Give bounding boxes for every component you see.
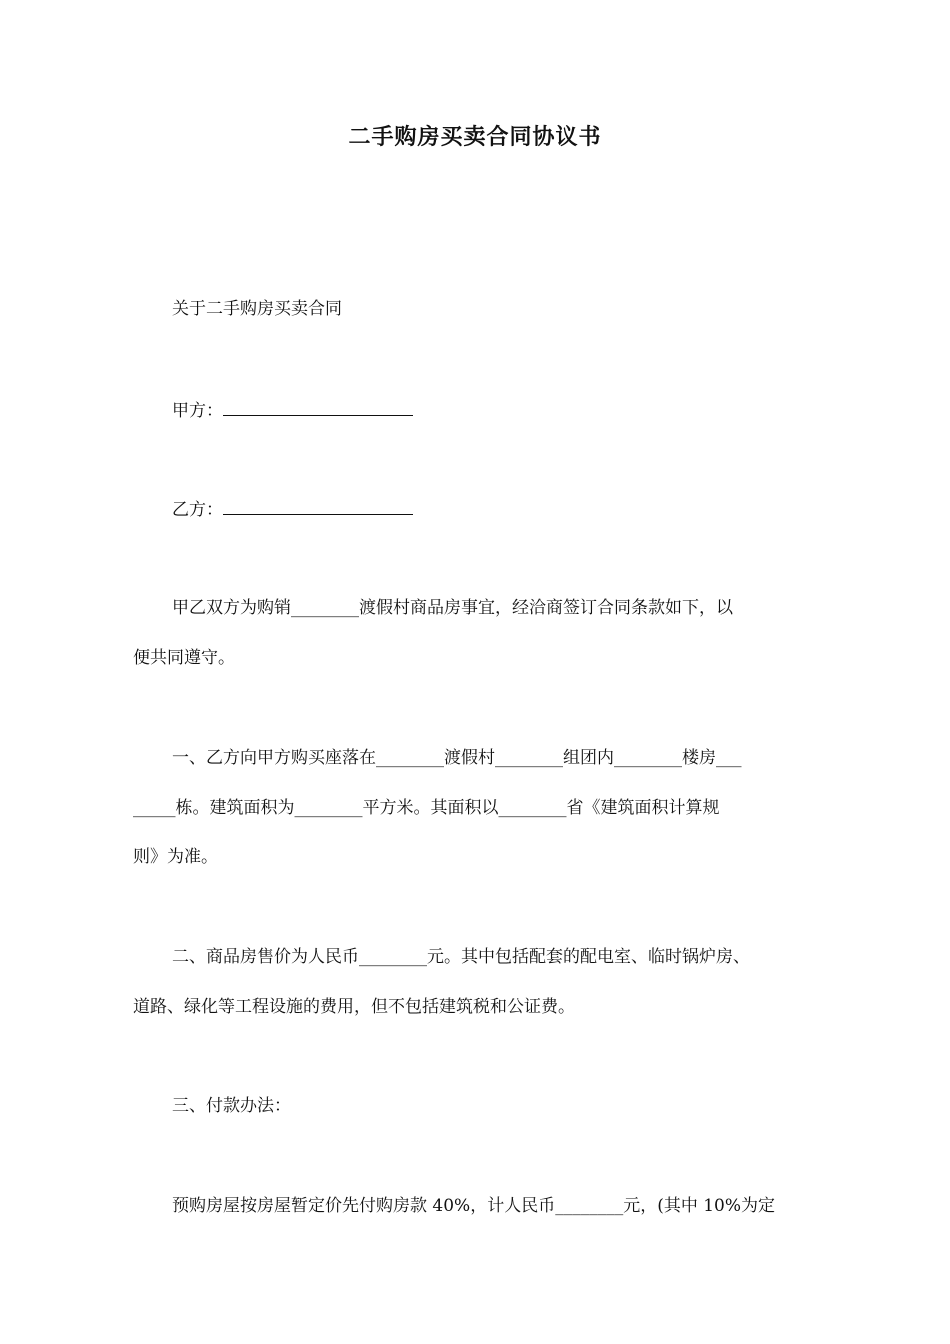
clause2-line-1: 二、商品房售价为人民币________元。其中包括配套的配电室、临时锅炉房、 bbox=[172, 947, 750, 967]
party-b-blank bbox=[223, 496, 413, 515]
party-b-line bbox=[133, 496, 872, 522]
intro-line-2: 便共同遵守。 bbox=[133, 648, 235, 668]
clause2-line-2: 道路、绿化等工程设施的费用，但不包括建筑税和公证费。 bbox=[133, 997, 575, 1017]
document-title: 二手购房买卖合同协议书 bbox=[348, 125, 602, 150]
subject-line: 关于二手购房买卖合同 bbox=[172, 299, 342, 319]
clause1-line-1: 一、乙方向甲方购买座落在________渡假村________组团内________楼房___ bbox=[172, 748, 742, 768]
party-a-blank bbox=[223, 397, 413, 416]
party-b-label: 乙方： bbox=[172, 500, 223, 520]
clause1-line-3: 则》为准。 bbox=[133, 847, 218, 867]
party-a-label: 甲方： bbox=[172, 401, 223, 421]
clause3-heading: 三、付款办法： bbox=[172, 1096, 291, 1116]
intro-line-1: 甲乙双方为购销________渡假村商品房事宜，经洽商签订合同条款如下，以 bbox=[172, 598, 733, 618]
party-a-line bbox=[133, 397, 872, 423]
payment-line: 预购房屋按房屋暂定价先付购房款 40%，计人民币________元，(其中 10%为定 bbox=[172, 1196, 776, 1216]
clause1-line-2: _____栋。建筑面积为________平方米。其面积以________省《建筑面积计算规 bbox=[133, 798, 720, 818]
